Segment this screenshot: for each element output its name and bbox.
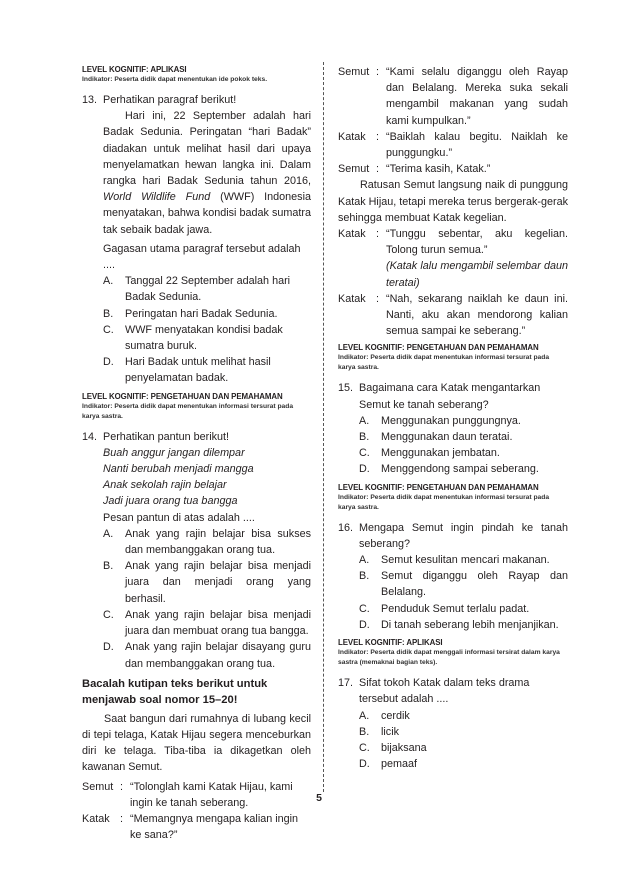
question-number: 13. <box>82 94 98 106</box>
indicator-text: Indikator: Peserta didik dapat menentukan informasi tersurat pada karya sastra. <box>338 493 550 511</box>
option-c[interactable]: C. Penduduk Semut terlalu padat. <box>359 602 530 615</box>
option-a[interactable]: A. Anak yang rajin belajar bisa sukses dan membanggakan orang tua. <box>103 527 311 557</box>
option-b[interactable]: B. Semut diganggu oleh Rayap dan Belalang. <box>359 570 568 599</box>
right-column <box>338 64 568 772</box>
pantun-line: Buah anggur jangan dilempar <box>103 446 245 459</box>
question-prompt: Mengapa Semut ingin pindah ke tanah seberang? <box>359 521 568 550</box>
question-13 <box>82 92 311 387</box>
page-number: 5 <box>316 792 322 804</box>
option-b[interactable]: B. Menggunakan daun teratai. <box>359 431 513 444</box>
section-heading: Bacalah kutipan teks berikut untuk menjawab soal nomor 15–20! <box>82 677 268 706</box>
option-d[interactable]: D. pemaaf <box>359 758 418 771</box>
narration-text: Ratusan Semut langsung naik di punggung Katak Hijau, tetapi mereka terus bergerak-gerak sehingga membuat Katak kegelian. <box>338 179 568 224</box>
question-15 <box>338 380 568 477</box>
question-prompt: Bagaimana cara Katak mengantarkan Semut ke tanah seberang? <box>359 382 541 411</box>
dialog-line: Katak : “Baiklah kalau begitu. Naiklah ke punggungku.” <box>338 130 568 160</box>
question-prompt: Perhatikan paragraf berikut! <box>103 94 237 106</box>
question-prompt: Perhatikan pantun berikut! <box>103 430 230 443</box>
option-b[interactable]: B. licik <box>359 725 399 738</box>
question-number: 14. <box>82 430 98 443</box>
indicator-text: Indikator: Peserta didik dapat menentukan informasi tersurat pada karya sastra. <box>338 354 550 372</box>
level-label: LEVEL KOGNITIF: PENGETAHUAN DAN PEMAHAMAN <box>338 342 539 353</box>
question-text: Pesan pantun di atas adalah .... <box>103 511 255 524</box>
question-prompt: Sifat tokoh Katak dalam teks drama tersebut adalah .... <box>359 677 530 706</box>
question-16 <box>338 520 568 633</box>
question-17 <box>338 675 568 772</box>
option-c[interactable]: C. bijaksana <box>359 741 427 754</box>
option-d[interactable]: D. Di tanah seberang lebih menjanjikan. <box>359 618 559 631</box>
pantun-line: Nanti berubah menjadi mangga <box>103 463 254 476</box>
level-label: LEVEL KOGNITIF: APLIKASI <box>338 637 443 648</box>
question-text: Gagasan utama paragraf tersebut adalah .... <box>103 242 301 272</box>
dialog-line: Katak : “Memangnya mengapa kalian ingin ke sana?” <box>82 812 299 842</box>
dialog-line: Semut : “Kami selalu diganggu oleh Rayap dan Belalang. Mereka suka sekali mengambil makanan yang sudah kami kumpulkan.” <box>338 66 568 127</box>
option-d[interactable]: D. Hari Badak untuk melihat hasil penyelamatan badak. <box>103 356 271 385</box>
dialog-line: Semut : “Terima kasih, Katak.” <box>338 163 491 176</box>
indicator-text: Indikator: Peserta didik dapat menentukan ide pokok teks. <box>82 76 268 83</box>
stage-direction: (Katak lalu mengambil selembar daun teratai) <box>386 260 568 289</box>
level-label: LEVEL KOGNITIF: APLIKASI <box>82 64 187 74</box>
indicator-text: Indikator: Peserta didik dapat menentukan informasi tersurat pada karya sastra. <box>82 402 294 420</box>
option-c[interactable]: C. Anak yang rajin belajar bisa menjadi juara dan membuat orang tua bangga. <box>103 608 311 638</box>
indicator-text: Indikator: Peserta didik dapat menggali informasi tersirat dalam karya sastra (memaknai bagian teks). <box>338 649 560 667</box>
question-14 <box>82 429 311 672</box>
option-b[interactable]: B. Anak yang rajin belajar bisa menjadi juara dan menjadi orang yang berhasil. <box>103 560 311 605</box>
paragraph: Hari ini, 22 September adalah hari Badak Sedunia. Peringatan “hari Badak” diadakan untuk melihat hasil dari upaya menyelamatkan hewan langka ini. Dalam rangka hari Badak Sedunia tahun 2016, World Wildlife Fund (WWF) Indonesia menyatakan, bahwa kondisi badak sumatra tak sebaik badak jawa. <box>103 110 311 236</box>
option-a[interactable]: A. Menggunakan punggungnya. <box>359 414 521 427</box>
question-number: 17. <box>338 677 354 690</box>
story-text: Saat bangun dari rumahnya di lubang kecil di tepi telaga, Katak Hijau segera menceburkan diri ke telaga. Tiba-tiba ia dikagetkan oleh kawanan Semut. <box>82 712 311 774</box>
dialog-line: Semut : “Tolonglah kami Katak Hijau, kami ingin ke tanah seberang. <box>82 780 293 809</box>
option-a[interactable]: A. Tanggal 22 September adalah hari Badak Sedunia. <box>103 275 291 304</box>
pantun-line: Jadi juara orang tua bangga <box>103 495 238 508</box>
question-number: 15. <box>338 382 354 395</box>
dialog-line: Katak : “Nah, sekarang naiklah ke daun ini. Nanti, aku akan mendorong kalian semua sampai ke seberang.” <box>338 292 568 338</box>
option-c[interactable]: C. Menggunakan jembatan. <box>359 447 500 460</box>
level-label: LEVEL KOGNITIF: PENGETAHUAN DAN PEMAHAMAN <box>338 481 539 492</box>
left-column <box>82 64 311 843</box>
option-d[interactable]: D. Anak yang rajin belajar disayang guru dan membanggakan orang tua. <box>103 641 311 670</box>
option-a[interactable]: A. Semut kesulitan mencari makanan. <box>359 554 550 567</box>
column-divider <box>323 62 324 792</box>
option-c[interactable]: C. WWF menyatakan kondisi badak sumatra buruk. <box>103 323 283 353</box>
option-a[interactable]: A. cerdik <box>359 709 410 722</box>
option-d[interactable]: D. Menggendong sampai seberang. <box>359 463 539 476</box>
dialog-line: Katak : “Tunggu sebentar, aku kegelian. Tolong turun semua.” <box>338 228 568 257</box>
level-label: LEVEL KOGNITIF: PENGETAHUAN DAN PEMAHAMAN <box>82 390 283 401</box>
option-b[interactable]: B. Peringatan hari Badak Sedunia. <box>103 307 278 320</box>
question-number: 16. <box>338 521 354 534</box>
pantun-line: Anak sekolah rajin belajar <box>103 479 227 492</box>
